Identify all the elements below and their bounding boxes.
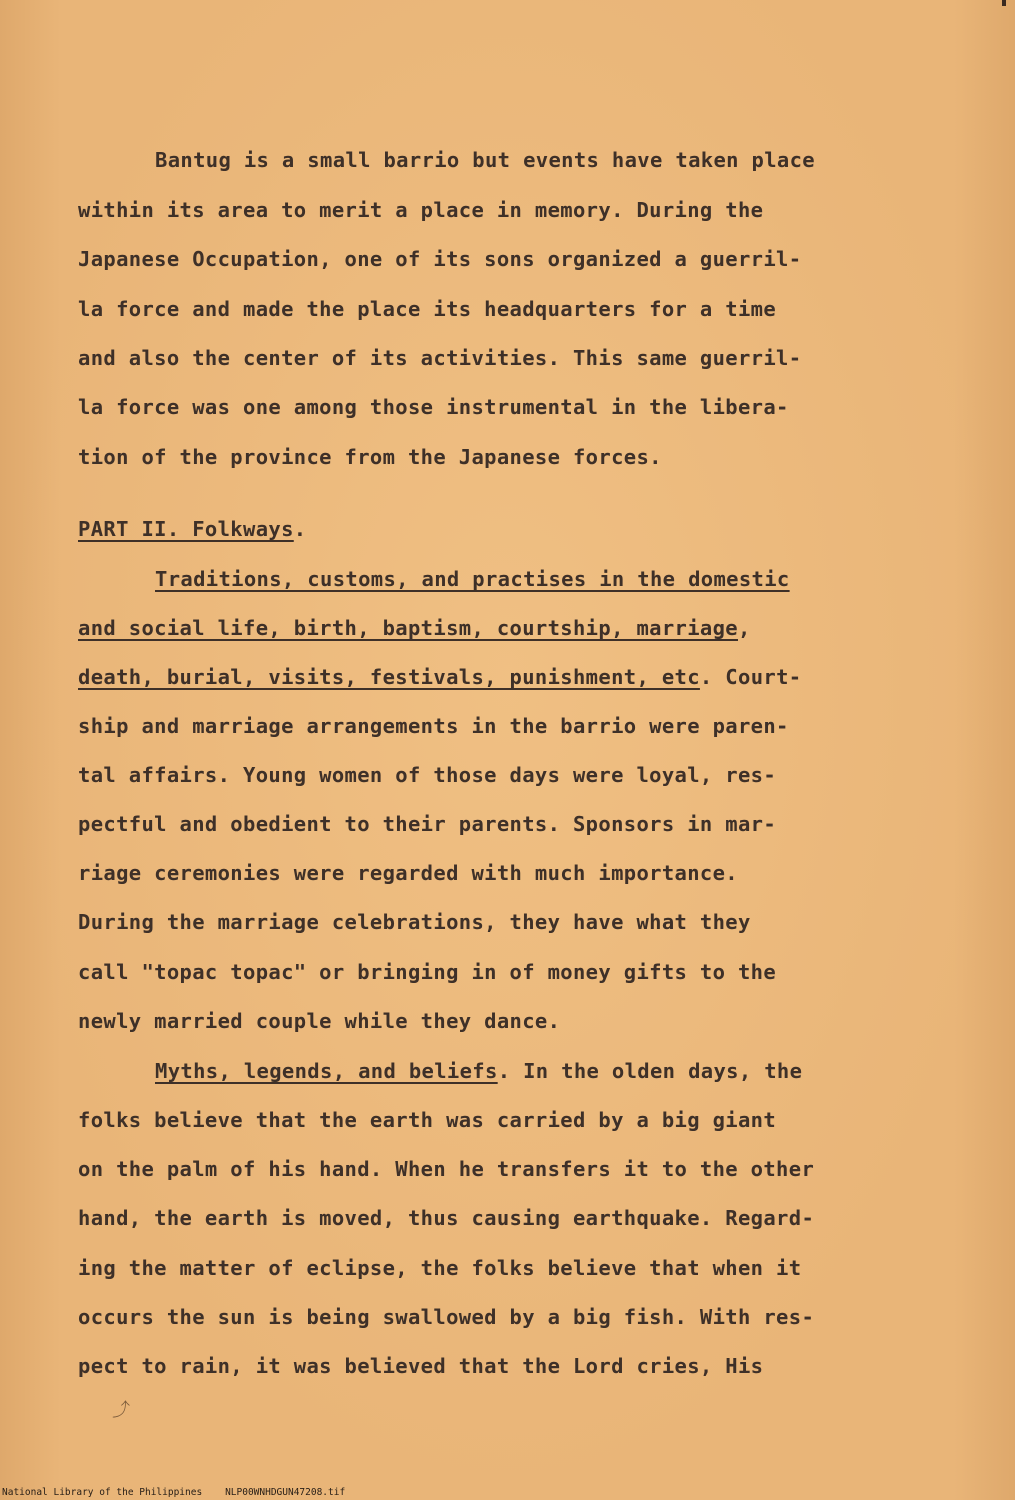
text-line: tal affairs. Young women of those days were loyal, res- [78, 763, 777, 787]
text-line: and also the center of its activities. This same guerril- [78, 346, 802, 370]
text-line: Japanese Occupation, one of its sons organized a guerril- [78, 247, 802, 271]
footer-library: National Library of the Philippines [2, 1487, 203, 1498]
text-continuation: . In the olden days, the [497, 1059, 803, 1083]
corner-mark [1002, 0, 1006, 6]
text-line: la force was one among those instrumental in the libera- [78, 395, 789, 419]
subheading-line [78, 665, 801, 689]
text-line: call "topac topac" or bringing in of money gifts to the [78, 960, 777, 984]
subheading-text: and social life, birth, baptism, courtship, marriage [78, 616, 738, 640]
text-line: occurs the sun is being swallowed by a big fish. With res- [78, 1305, 815, 1329]
text-line: Bantug is a small barrio but events have taken place [155, 148, 815, 172]
subheading-text: death, burial, visits, festivals, punishment, etc [78, 665, 700, 689]
text-line: folks believe that the earth was carried by a big giant [78, 1108, 777, 1132]
subheading-punct: , [738, 616, 751, 640]
text-line: ing the matter of eclipse, the folks believe that when it [78, 1256, 802, 1280]
subheading-line: Traditions, customs, and practises in the domestic [155, 567, 790, 591]
text-line: hand, the earth is moved, thus causing earthquake. Regard- [78, 1206, 815, 1230]
text-line: within its area to merit a place in memory. During the [78, 198, 764, 222]
footer-filename: NLP00WNHDGUN47208.tif [225, 1487, 346, 1498]
subheading-text: Myths, legends, and beliefs [155, 1059, 498, 1083]
section-heading-period: . [293, 517, 307, 541]
text-line: newly married couple while they dance. [78, 1009, 561, 1033]
text-continuation: . Court- [699, 665, 802, 689]
section-heading-title: PART II. Folkways [78, 517, 294, 541]
text-line: riage ceremonies were regarded with much importance. [78, 861, 738, 885]
text-line: pectful and obedient to their parents. Sponsors in mar- [78, 812, 777, 836]
text-line: tion of the province from the Japanese forces. [78, 445, 662, 469]
text-line: ship and marriage arrangements in the barrio were paren- [78, 714, 789, 738]
text-line: During the marriage celebrations, they have what they [78, 910, 751, 934]
text-line: pect to rain, it was believed that the Lord cries, His [78, 1354, 764, 1378]
subheading-line [155, 1059, 802, 1083]
text-line: la force and made the place its headquarters for a time [78, 297, 777, 321]
section-heading [78, 517, 306, 541]
text-line: on the palm of his hand. When he transfers it to the other [78, 1157, 815, 1181]
subheading-line [78, 616, 751, 640]
pencil-mark-icon: ⤴ [112, 1400, 130, 1421]
scan-footer [2, 1487, 345, 1498]
